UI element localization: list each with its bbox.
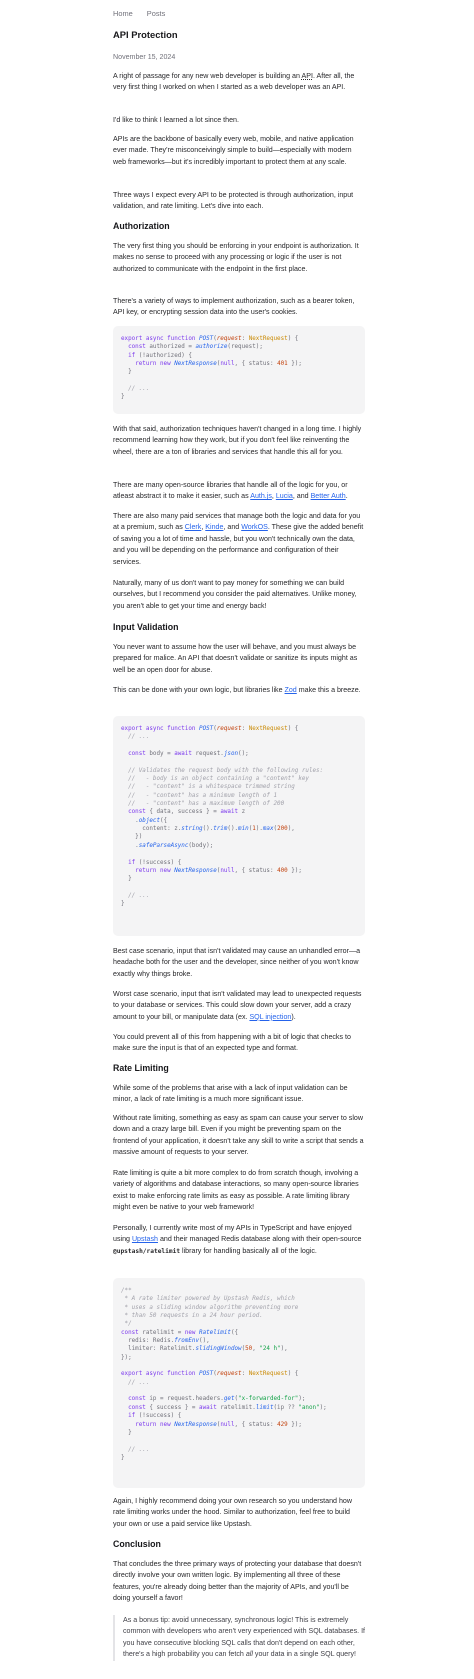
code-token: "anon" — [298, 1404, 320, 1411]
code-token: (!success) { — [138, 1413, 182, 1420]
auth-paragraph-3: With that said, authorization techniques haven't changed in a long time. I highly recommend learning how they work, but if you don't feel like reinventing the wheel, there are a ton of libraries and services that handle this all for you. — [113, 425, 362, 456]
code-token: null — [220, 867, 235, 874]
code-token: (). — [227, 826, 239, 833]
code-token: , { status: — [234, 1421, 278, 1428]
code-token: ( — [213, 1371, 217, 1378]
code-token: if — [128, 859, 139, 866]
code-token: redis: Redis. — [121, 1338, 175, 1345]
code-token: (!authorized) { — [138, 352, 192, 359]
code-token: "x-forwarded-for" — [238, 1396, 299, 1403]
code-token: request — [216, 336, 242, 342]
code-token: * A rate limiter powered by Upstash Redis, which — [121, 1296, 295, 1303]
code-token: limit — [255, 1404, 274, 1411]
code-token: } — [121, 369, 132, 376]
validation-paragraph-5: You could prevent all of this from happening with a bit of logic that checks to make sure the input is that of an expected type and format. — [113, 1033, 351, 1053]
code-token: ({ — [230, 1329, 239, 1336]
code-token: ratelimit = — [142, 1329, 185, 1336]
code-token: 429 — [277, 1421, 288, 1428]
code-token: : — [241, 1371, 249, 1378]
code-token: request — [216, 1371, 242, 1378]
code-token: (!success) { — [138, 859, 182, 866]
code-token: ( — [216, 1421, 221, 1428]
code-token: max — [262, 826, 274, 833]
code-token: return new — [135, 1421, 175, 1428]
code-token: export async function — [121, 1371, 200, 1378]
sql-injection-link[interactable]: SQL injection — [249, 1012, 292, 1021]
code-token: (request); — [227, 344, 263, 351]
code-token: export async function — [121, 336, 200, 342]
code-token: NextResponse — [174, 867, 217, 874]
code-token: , { status: — [234, 361, 278, 368]
ratelimit-paragraph-5: Again, I highly recommend doing your own research so you understand how rate limiting works under the hood. Similar to authorization, feel free to build your own or use a paid service like Upstash. — [113, 1497, 352, 1528]
code-token: ({ — [160, 817, 168, 824]
code-token: ); — [319, 1404, 327, 1411]
code-token: }); — [287, 867, 302, 874]
code-token: // ... — [121, 1446, 150, 1453]
code-token: if — [128, 352, 139, 359]
code-token: ) { — [287, 336, 299, 342]
ratelimit-paragraph-4: Personally, I currently write most of my APIs in TypeScript and have enjoyed using Upstash and their managed Redis database along with their open-source @upstash/ratelimit library for handling basically all of the logic. — [113, 1224, 362, 1255]
code-token: 50 — [245, 1346, 253, 1353]
code-token: , { status: — [234, 867, 278, 874]
bonus-tip-quote: As a bonus tip: avoid unnecessary, synchronous logic! This is extremely common with developers who aren't very experienced with SQL databases. If you have consecutive blocking SQL calls that don't depend on each other, there's a high probability you can fetch all your data in a single SQL query! — [113, 1615, 365, 1661]
code-token: trim — [213, 826, 228, 833]
heading-rate-limiting: Rate Limiting — [113, 1063, 169, 1073]
code-token: fromEnv — [174, 1338, 200, 1345]
ratelimit-paragraph-1: While some of the problems that arise with a lack of input validation can be minor, a lack of rate limiting is a much more significant issue. — [113, 1084, 348, 1104]
code-token: request. — [195, 751, 224, 758]
code-token: ) { — [287, 1371, 299, 1378]
code-token: slidingWindow — [195, 1346, 242, 1353]
upstash-link[interactable]: Upstash — [131, 1235, 158, 1244]
heading-input-validation: Input Validation — [113, 622, 179, 632]
code-token — [121, 868, 135, 874]
code-token: (), — [199, 1338, 210, 1345]
code-token: POST — [199, 726, 214, 732]
code-token: export async function — [121, 726, 200, 732]
code-token: get — [223, 1396, 235, 1403]
code-token: 401 — [277, 361, 288, 368]
code-token: ), — [280, 1346, 288, 1353]
code-token: (ip ?? — [273, 1404, 299, 1411]
code-token: const — [128, 751, 150, 758]
intro-paragraph-1: A right of passage for any new web developer is building an API. After all, the very first thing I worked on when I started as a web developer was an API. — [113, 72, 355, 92]
code-token: ). — [255, 826, 263, 833]
code-token: * than 50 requests in a 24 hour period. — [121, 1313, 263, 1320]
code-token: */ — [121, 1321, 132, 1328]
code-token: } — [121, 901, 125, 908]
code-token: 1 — [252, 826, 256, 833]
code-token: const — [128, 1404, 150, 1411]
code-token: ( — [216, 867, 221, 874]
ratelimit-paragraph-2: Without rate limiting, something as easy as spam can cause your server to slow down and a crazy large bill. Even if you might be preventing spam on the frontend of your application, it doesn't take any skill to write a script that sends a massive amount of requests to your server. — [113, 1114, 364, 1157]
code-token: await — [220, 809, 242, 816]
code-token: /** — [121, 1288, 132, 1294]
code-token: // - "content" is a whitespace trimmed string — [121, 784, 295, 791]
better-auth-link[interactable]: Better Auth — [310, 492, 346, 501]
code-token: ); — [298, 1396, 306, 1403]
auth-paragraph-4: There are many open-source libraries that handle all of the logic for you, or atleast abstract it to make it easier, such as Auth.js, Lucia, and Better Auth. — [113, 481, 348, 501]
code-token: const — [128, 1396, 150, 1403]
code-token: ) { — [287, 726, 299, 732]
code-token: : — [241, 726, 249, 732]
code-token: limiter: Ratelimit. — [121, 1346, 196, 1353]
ratelimit-package-code: @upstash/ratelimit — [113, 1247, 181, 1255]
validation-paragraph-3: Best case scenario, input that isn't validated may cause an unhandled error—a headache both for the user and the developer, since neither of you won't know exactly why things broke. — [113, 947, 361, 978]
code-token: : — [241, 336, 249, 342]
conclusion-paragraph-1: That concludes the three primary ways of protecting your database that doesn't directly involve your own written logic. By implementing all three of these features, you're already doing better than the majority of APIs, and you'll be doing yourself a favor! — [113, 1560, 362, 1603]
code-token: // - "content" has a maximum length of 200 — [121, 801, 285, 808]
code-token: null — [220, 1421, 235, 1428]
clerk-link[interactable]: Clerk — [184, 523, 202, 532]
code-token — [121, 361, 135, 367]
code-token: NextRequest — [248, 726, 288, 732]
code-token: }); — [121, 1354, 132, 1361]
code-token: ( — [248, 826, 253, 833]
validation-paragraph-1: You never want to assume how the user will behave, and you must always be prepared for malice. An API that doesn't validate or sanitize its inputs might as well be an open door for abuse. — [113, 643, 358, 674]
code-token: } — [121, 1429, 132, 1436]
code-token: ( — [213, 336, 217, 342]
code-token: Ratelimit — [199, 1329, 231, 1336]
auth-paragraph-6: Naturally, many of us don't want to pay money for something we can build ourselves, but I recommend you consider the paid alternatives. Unlike money, you aren't able to get your time and energy back! — [113, 579, 357, 610]
code-token: return new — [135, 867, 175, 874]
code-token: POST — [199, 336, 214, 342]
code-token: "24 h" — [259, 1346, 281, 1353]
lucia-link[interactable]: Lucia — [275, 492, 293, 501]
code-token: // ... — [121, 892, 150, 899]
authjs-link[interactable]: Auth.js — [250, 492, 272, 501]
auth-paragraph-1: The very first thing you should be enforcing in your endpoint is authorization. It makes no sense to proceed with any processing or logic if the user is not authorized to communicate with the endpoint in the first place. — [113, 242, 359, 273]
page-title: API Protection — [113, 29, 178, 40]
code-token: (body); — [188, 842, 214, 849]
code-token: if — [128, 1413, 139, 1420]
code-token: }); — [287, 1421, 302, 1428]
code-token: return new — [135, 361, 175, 368]
code-token: }) — [121, 834, 143, 841]
code-token: . — [121, 817, 139, 824]
code-token: z — [241, 809, 246, 816]
code-token: content: z. — [121, 826, 182, 833]
code-token: request — [216, 726, 242, 732]
code-block-validation — [113, 716, 365, 936]
kinde-link[interactable]: Kinde — [205, 523, 224, 532]
heading-conclusion: Conclusion — [113, 1539, 161, 1549]
code-token: const — [128, 344, 150, 351]
code-token — [121, 1422, 135, 1428]
code-token: safeParseAsync — [138, 842, 189, 849]
code-token: // Validates the request body with the following rules: — [121, 767, 324, 774]
code-token: } — [121, 394, 125, 401]
code-token: { data, success } = — [149, 809, 221, 816]
code-token: . — [121, 842, 139, 849]
code-token: ip = request.headers. — [149, 1396, 224, 1403]
nav-home-link[interactable]: Home — [113, 9, 133, 18]
code-token: authorized = — [149, 344, 196, 351]
zod-link[interactable]: Zod — [284, 686, 297, 694]
code-token: min — [238, 826, 249, 833]
code-token: null — [220, 361, 235, 368]
code-token: NextRequest — [248, 1371, 288, 1378]
code-token: ( — [241, 1346, 246, 1353]
code-token: ( — [273, 826, 278, 833]
code-token: NextResponse — [174, 361, 217, 368]
code-token: * uses a sliding window algorithm preventing more — [121, 1304, 299, 1311]
code-token: , — [252, 1346, 260, 1353]
api-abbreviation: API — [301, 72, 313, 80]
code-token: await — [199, 1404, 221, 1411]
code-token: const — [128, 809, 150, 816]
code-token: object — [138, 817, 161, 824]
code-token: } — [121, 876, 132, 883]
code-token: }); — [287, 361, 302, 368]
code-token: ( — [216, 361, 221, 368]
code-token: json — [223, 751, 239, 758]
code-token: (). — [202, 826, 214, 833]
code-token: // ... — [121, 386, 150, 393]
code-token: 400 — [277, 867, 288, 874]
nav-posts-link[interactable]: Posts — [146, 9, 166, 18]
code-token: POST — [199, 1371, 214, 1378]
code-token: await — [174, 751, 196, 758]
code-token: body = — [149, 751, 175, 758]
workos-link[interactable]: WorkOS — [241, 523, 268, 532]
code-token: // - body is an object containing a "content" key — [121, 776, 309, 783]
top-nav — [113, 8, 365, 19]
validation-paragraph-2: This can be done with your own logic, but libraries like Zod make this a breeze. — [113, 686, 361, 694]
validation-paragraph-4: Worst case scenario, input that isn't validated may lead to unexpected requests to your database or services. This could slow down your server, add a crazy amount to your bill, or manipulate data (ex. SQL injection). — [113, 990, 362, 1021]
intro-paragraph-3: APIs are the backbone of basically every web, mobile, and native application ever made. They're misconceivingly simple to build—especially with modern web frameworks—but it's incredibly important to protect them at any scale. — [113, 135, 354, 166]
code-token: 200 — [277, 826, 288, 833]
post-date: November 15, 2024 — [113, 53, 176, 61]
code-block-authorization — [113, 326, 365, 414]
heading-authorization: Authorization — [113, 221, 170, 231]
code-token: new — [184, 1329, 200, 1336]
code-token: } — [121, 1454, 125, 1461]
code-token: ratelimit. — [220, 1404, 256, 1411]
code-token: string — [181, 826, 203, 833]
code-token: NextResponse — [174, 1421, 217, 1428]
code-token: { success } = — [149, 1404, 200, 1411]
intro-paragraph-4: Three ways I expect every API to be protected is through authorization, input validation, and rate limiting. Let's dive into each. — [113, 191, 354, 211]
intro-paragraph-2: I'd like to think I learned a lot since then. — [113, 116, 239, 124]
code-token: // ... — [121, 734, 150, 741]
code-block-ratelimit — [113, 1278, 365, 1488]
code-token: // ... — [121, 1379, 150, 1386]
code-token: authorize — [195, 344, 228, 351]
code-token: (); — [238, 751, 249, 758]
code-token: ( — [234, 1396, 239, 1403]
auth-paragraph-5: There are also many paid services that manage both the logic and data for you at a premium, such as Clerk, Kinde, and WorkOS. These give the added benefit of saving you a lot of time and hassle, but you won't technically own the data, and you will be depending on the performance and configuration of their services. — [113, 512, 364, 566]
code-token: // - "content" has a minimum length of 1 — [121, 792, 278, 799]
code-token: NextRequest — [248, 336, 288, 342]
code-token: ), — [287, 826, 295, 833]
auth-paragraph-2: There's a variety of ways to implement authorization, such as a bearer token, API key, or encrypting session data into the user's cookies. — [113, 297, 355, 317]
code-token: const — [121, 1329, 143, 1336]
code-token: ( — [213, 726, 217, 732]
ratelimit-paragraph-3: Rate limiting is quite a bit more complex to do from scratch though, involving a variety of algorithms and database interactions, so many open-source libraries exist to make enforcing rate limits as easy as possible. A rate limiting library might even be native to your web framework! — [113, 1169, 359, 1212]
